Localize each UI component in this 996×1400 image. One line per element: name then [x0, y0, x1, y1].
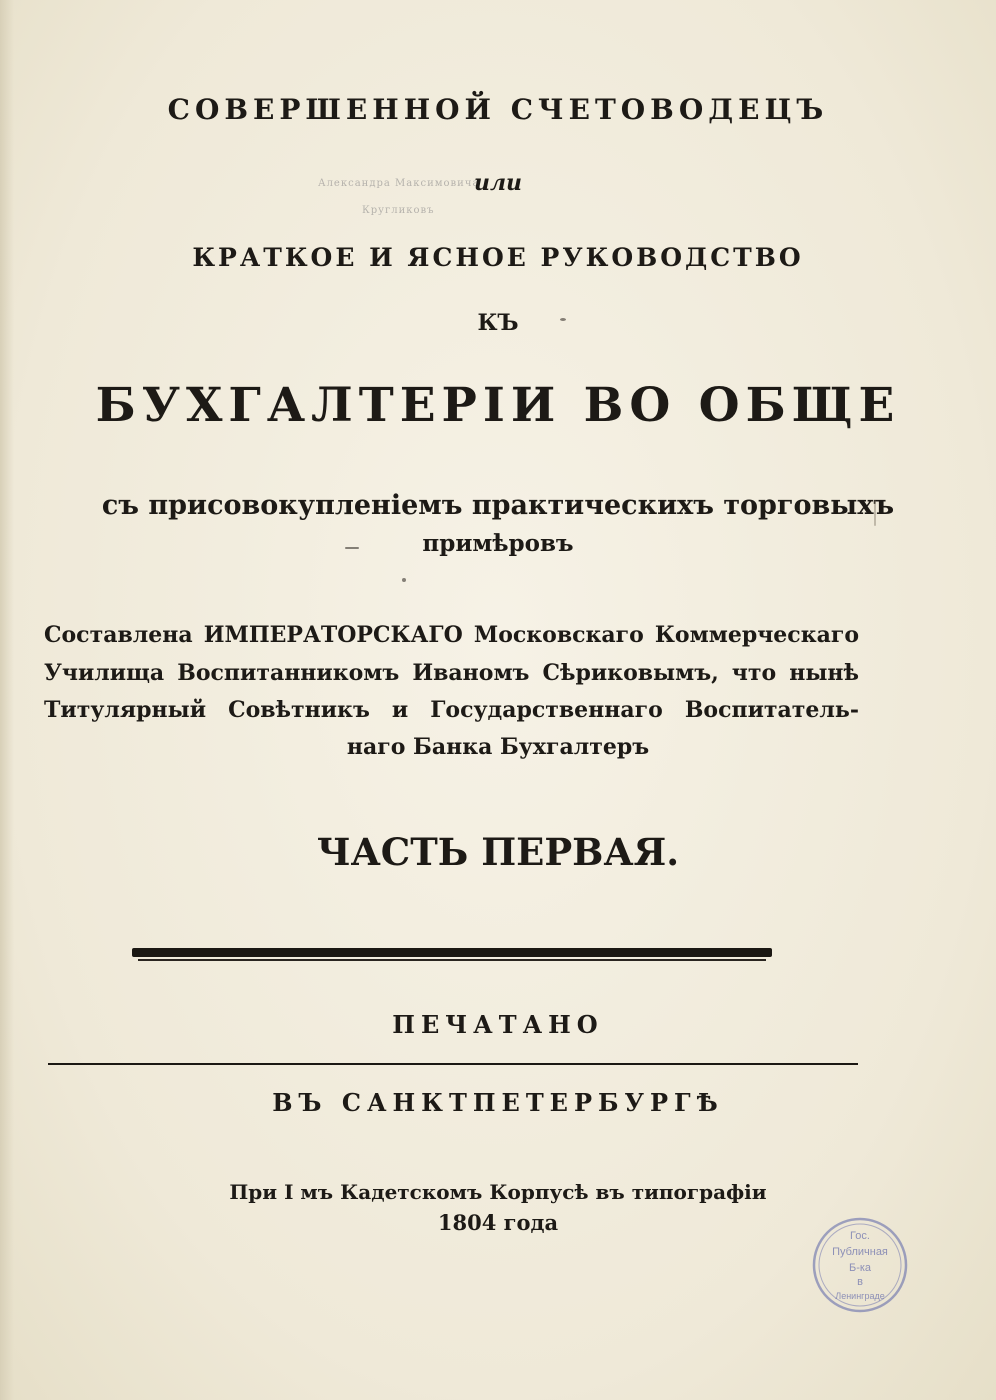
- paper-crease: [874, 500, 876, 526]
- decorative-double-rule: [132, 948, 772, 962]
- library-stamp-line: в: [857, 1276, 863, 1288]
- ink-speck: [402, 578, 406, 582]
- title-line-with-examples: съ присовокупленіемъ практическихъ торговыхъ: [101, 490, 895, 521]
- author-text-line-4: наго Банка Бухгалтеръ: [346, 734, 650, 760]
- title-line-examples: примѣровъ: [422, 530, 574, 557]
- faint-ownership-stamp-top: Александра Максимовича: [318, 178, 480, 189]
- title-line-main: СОВЕРШЕННОЙ СЧЕТОВОДЕЦЪ: [167, 93, 829, 126]
- author-text-line-3: Титулярный Совѣтникъ и Государственнаго Воспитатель-: [44, 697, 859, 723]
- library-stamp-icon: [810, 1215, 910, 1315]
- imprint-printed: ПЕЧАТАНО: [392, 1010, 604, 1039]
- title-line-to: КЪ: [477, 310, 519, 336]
- imprint-city: ВЪ САНКТПЕТЕРБУРГѢ: [272, 1088, 724, 1117]
- author-text-line-1: Составлена ИМПЕРАТОРСКАГО Московскаго Коммерческаго: [44, 622, 859, 648]
- title-line-accounting: БУХГАЛТЕРІИ ВО ОБЩЕ: [95, 378, 901, 433]
- library-stamp-line: Ленинграде: [835, 1291, 885, 1301]
- library-stamp-line: Публичная: [832, 1246, 888, 1258]
- title-line-subtitle: КРАТКОЕ И ЯСНОЕ РУКОВОДСТВО: [192, 243, 804, 272]
- imprint-press: При I мъ Кадетскомъ Корпусѣ въ типографіи: [229, 1180, 767, 1204]
- author-text-line-2: Училища Воспитанникомъ Иваномъ Сѣриковымъ, что нынѣ: [44, 660, 859, 686]
- library-stamp-line: Гос.: [850, 1230, 870, 1242]
- imprint-year: 1804 года: [437, 1210, 559, 1235]
- library-stamp-line: Б-ка: [848, 1262, 872, 1274]
- title-line-or: или: [473, 170, 523, 196]
- ink-dash: [345, 547, 359, 549]
- faint-ownership-stamp-bottom: Кругликовъ: [362, 205, 435, 216]
- part-heading: ЧАСТЬ ПЕРВАЯ.: [316, 830, 680, 874]
- imprint-divider: [48, 1063, 858, 1065]
- ink-speck: [560, 318, 566, 321]
